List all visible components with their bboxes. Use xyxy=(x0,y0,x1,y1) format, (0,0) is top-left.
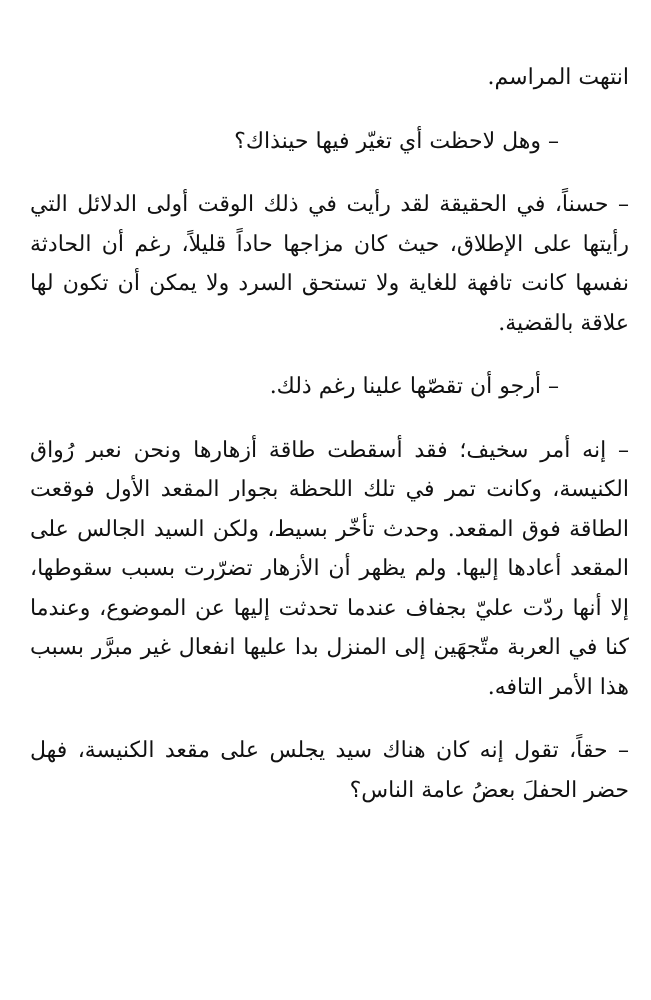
paragraph-request-tell: – أرجو أن تقصّها علينا رغم ذلك. xyxy=(269,374,559,399)
paragraph-question-change: – وهل لاحظت أي تغيّر فيها حينذاك؟ xyxy=(234,128,559,154)
paragraph-flowers-incident: – إنه أمر سخيف؛ فقد أسقطت طاقة أزهارها ونحن نعبر رُواق الكنيسة، وكانت تمر في تلك اللحظة بجوار المقعد الأول فوقعت الطاقة فوق المقعد. وحدث تأخّر بسيط، ولكن السيد الجالس على المقعد أعادها إليها. ولم يظهر أن الأزهار تضرّرت بسبب سقوطها، إلا أنها ردّت عليّ بجفاف عندما تحدثت إليها عن الموضوع، وعندما كنا في العربة متّجهَين إلى المنزل بدا عليها انفعال غير مبرَّر بسبب هذا الأمر التافه. xyxy=(30,437,629,700)
paragraph-question-public: – حقاً، تقول إنه كان هناك سيد يجلس على مقعد الكنيسة، فهل حضر الحفلَ بعضُ عامة الناس؟ xyxy=(30,738,629,803)
paragraph-ceremony-ended: انتهت المراسم. xyxy=(487,65,629,90)
paragraph-answer-mood: – حسناً، في الحقيقة لقد رأيت في ذلك الوقت أولى الدلائل التي رأيتها على الإطلاق، حيث كان مزاجها حاداً قليلاً، رغم أن الحادثة نفسها كانت تافهة للغاية ولا تستحق السرد ولا يمكن أن تكون لها علاقة بالقضية. xyxy=(30,192,629,336)
